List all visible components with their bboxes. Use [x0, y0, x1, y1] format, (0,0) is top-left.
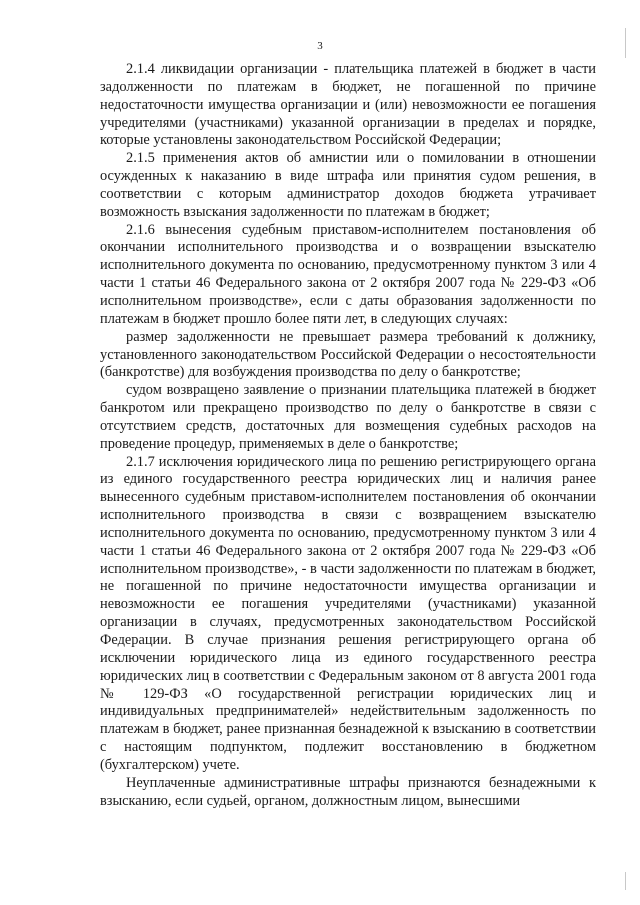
paragraph-2-1-7: 2.1.7 исключения юридического лица по решению регистрирующего органа из единого государственного реестра юридических лиц и наличия ранее вынесенного судебным приставом-исполнителем постановления об окончании исполнительного производства в связи с возвращением взыскателю исполнительного документа по основанию, предусмотренному пунктом 3 или 4 части 1 статьи 46 Федерального закона от 2 октября 2007 года № 229-ФЗ «Об исполнительном производстве», - в части задолженности по платежам в бюджет, не погашенной по причине недостаточности имущества организации и невозможности ее погашения учредителями (участниками) указанной организации в случаях, предусмотренных законодательством Российской Федерации. В случае признания решения регистрирующего органа об исключении юридического лица из единого государственного реестра юридических лиц в соответствии с Федеральным законом от 8 августа 2001 года № 129-ФЗ «О государственной регистрации юридических лиц и индивидуальных предпринимателей» недействительным задолженность по платежам в бюджет, ранее признанная безнадежной к взысканию в соответствии с настоящим подпунктом, подлежит восстановлению в бюджетном (бухгалтерском) учете.	[100, 453, 596, 773]
scan-edge-mark	[625, 872, 626, 890]
paragraph-fines: Неуплаченные административные штрафы признаются безнадежными к взысканию, если судьей, органом, должностным лицом, вынесшими	[100, 774, 596, 809]
paragraph-case-debt-size: размер задолженности не превышает размера требований к должнику, установленного законодательством Российской Федерации о несостоятельности (банкротстве) для возбуждения производства по делу о банкротстве;	[100, 328, 596, 381]
paragraph-case-court-return: судом возвращено заявление о признании плательщика платежей в бюджет банкротом или прекращено производство по делу о банкротстве в связи с отсутствием средств, достаточных для возмещения судебных расходов на проведение процедур, применяемых в деле о банкротстве;	[100, 382, 596, 452]
page-number: 3	[317, 40, 323, 52]
paragraph-2-1-5: 2.1.5 применения актов об амнистии или о помиловании в отношении осужденных к наказанию в виде штрафа или принятия судом решения, в соответствии с которым администратор доходов бюджета утрачивает возможность взыскания задолженности по платежам в бюджет;	[100, 150, 596, 220]
document-body	[100, 61, 596, 810]
paragraph-2-1-6: 2.1.6 вынесения судебным приставом-исполнителем постановления об окончании исполнительного производства и о возвращении взыскателю исполнительного документа по основанию, предусмотренному пунктом 3 или 4 части 1 статьи 46 Федерального закона от 2 октября 2007 года № 229-ФЗ «Об исполнительном производстве», если с даты образования задолженности по платежам в бюджет прошло более пяти лет, в следующих случаях:	[100, 221, 596, 327]
paragraph-2-1-4: 2.1.4 ликвидации организации - плательщика платежей в бюджет в части задолженности по платежам в бюджет, не погашенной по причине недостаточности имущества организации и (или) невозможности ее погашения учредителями (участниками) указанной организации в пределах и порядке, которые установлены законодательством Российской Федерации;	[100, 61, 596, 149]
